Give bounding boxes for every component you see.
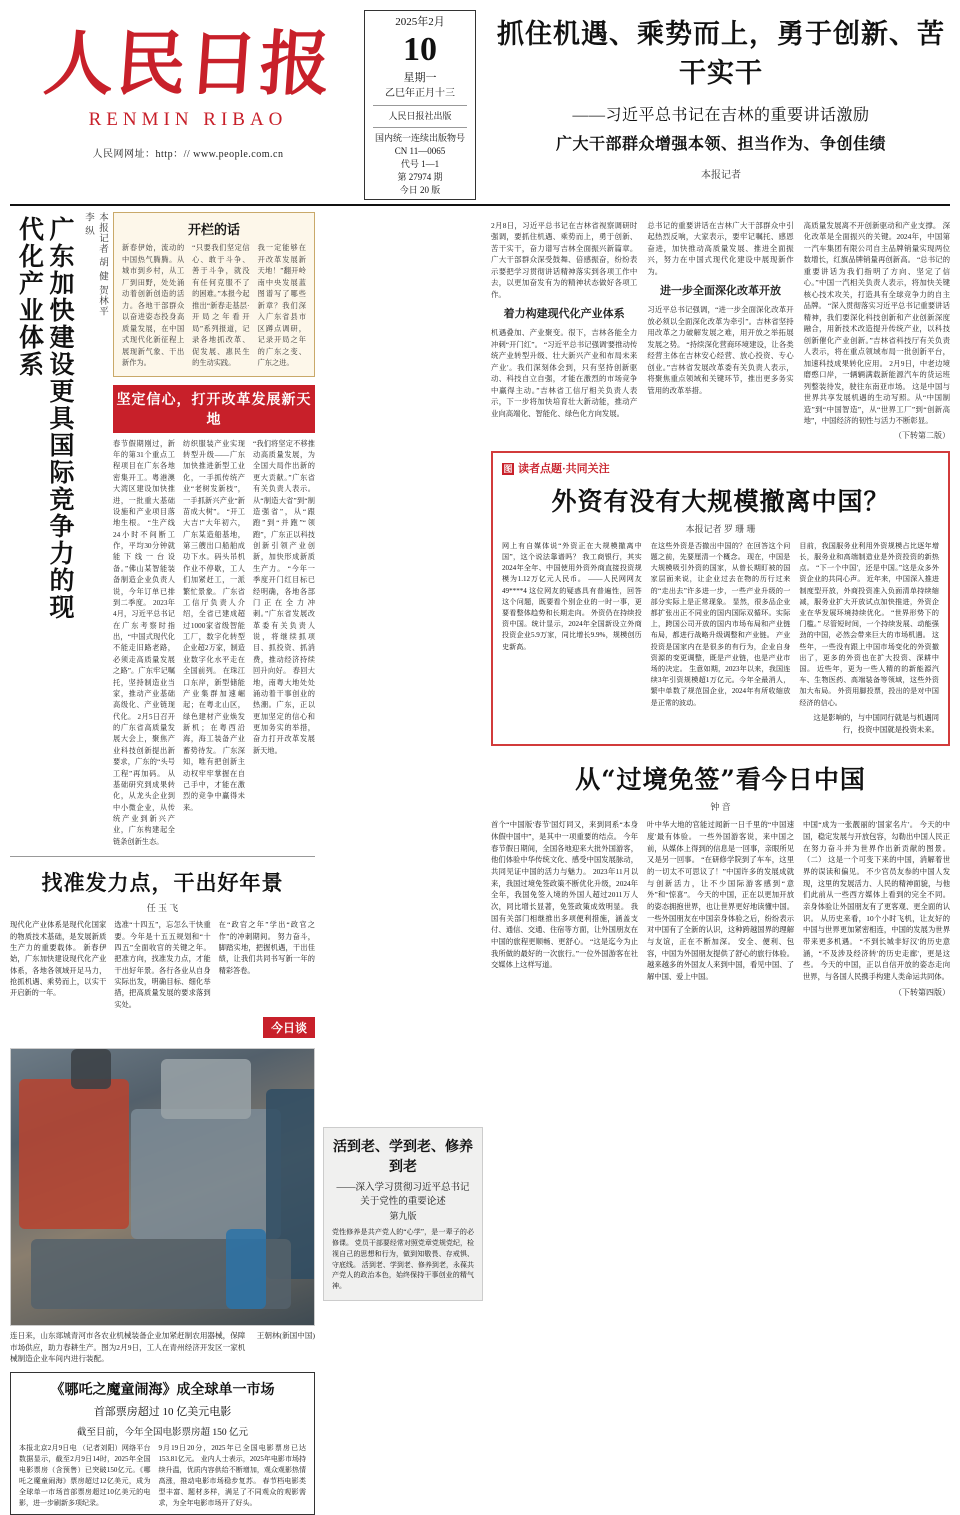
lead-body-col-3-p1: 高质量发展离不开创新驱动和产业支撑。 深化改革是全面振兴的关键。2024年，中国第一汽车集团有限公司自主品牌销量实现两位数增长，红旗品牌销量再创新高。 “总书记的重要讲话为我们指明了方向、坚定了信心。”中国一汽相关负责人表示，将加快关键核心技术攻关，打造具有全球竞争力的自主品牌。 “深入贯彻落实习近平总书记重要讲话精神，我们要深化科技创新和产业创新深度融合，用新技术改造提升传统产业，以科技创新催化产业创新。”吉林省科技厅有关负责人表示，将在重点领域布局一批创新平台，加速科技成果转化应用。 2月9日，中老边境磨憨口岸，一辆辆满载新能源汽车的货运班列整装待发，驶往东南亚市场。 这是中国与世界共享发展机遇的生动写照。从“中国制造”到“中国智造”，从“世界工厂”到“创新高地”，中国经济的韧性与活力不断彰显。: [803, 221, 950, 425]
today-talk-tag: 今日谈: [263, 1017, 315, 1038]
party-study-text: 党性修养是共产党人的“心学”，是一辈子的必修课。 党员干部要经常对照党章党规党纪，检视自己的思想和行为，做到知敬畏、存戒惧、守底线。 活到老、学到老、修养到老，永葆共产党人的政治本色，始终保持干事创业的精气神。: [332, 1228, 474, 1291]
lead-headline: 抓住机遇、乘势而上，勇于创新、苦干实干: [497, 19, 945, 89]
visa-article-continued-note: （下转第四版）: [894, 987, 950, 997]
opening-note-title: 开栏的话: [187, 222, 240, 237]
tag-square-icon: 图: [503, 463, 513, 474]
middle-column: [323, 212, 483, 1367]
newspaper-title-cn: 人民日报: [41, 22, 335, 105]
party-study-title: 活到老、学到老、修养到老: [333, 1140, 473, 1175]
visa-article-byline: 钟 音: [710, 802, 731, 813]
reader-question-col-3: [799, 541, 939, 735]
photo-caption-row: [10, 1330, 315, 1364]
lead-body-col-1: [491, 220, 637, 443]
lead-subhead-1: ——习近平总书记在吉林的重要讲话激励: [572, 107, 870, 124]
reader-question-tag: [502, 460, 939, 476]
film-news-subtitle: 首部票房超过 10 亿美元电影: [93, 1406, 232, 1419]
lead-body-col-2-p2: 习近平总书记强调，“进一步全面深化改革开放必须以全面深化改革为牵引”。吉林省坚持用改革之力破解发展之难，用开放之举拓展发展之势。 “持续深化营商环境建设，让各类经营主体在吉林安心经营、放心投资、专心创业。”吉林省发展改革委有关负责人表示，将聚焦重点领域和关键环节，推出更多务实管用的改革举措。: [647, 305, 794, 395]
reader-question-col-3-text: 目前，我国服务业利用外资规模占比逐年增长，服务业和高端制造业是外资投资的新热点。 “下一个中国'，还是中国。”这是众多外资企业的共同心声。 近年来，中国深入推进制度型开放，外商投资准入负面清单持续缩减，服务业扩大开放试点加快推进，外资企业在华发展环境持续优化。 “世界形势下的门槛。” 尽管短时间，一个持续发展、动能强劲的中国，必然会带来巨大的市场机遇。 这些年，一些没有跟上中国市场变化的外资撤出了，更多的外资也在扩大投资、深耕中国。 近些年，更为一些人精的的新能源汽车、生物医药、高端装备等领域，这些外资加大布局。 外资用脚投票，投出的是对中国经济的信心。: [799, 541, 940, 707]
left-article-col-3: “我们将坚定不移推动高质量发展，为全国大局作出新的更大贡献。”广东省有关负责人表示。 从“制造大省”到“制造强省”，从“跟跑”到“并跑”“领跑”，广东正以科技创新引领产业创新，加快形成新质生产力。 “今年一季度开门红目标已经明确，各地各部门正在全力冲刺。”广东省发展改革委有关负责人说，将继续抓项目、抓投资、抓消费，推动经济持续回升向好。 春回大地，南粤大地处处涌动着干事创业的热潮。广东，正以更加坚定的信心和更加务实的举措，奋力打开改革发展新天地。: [253, 439, 315, 755]
visa-article-col-1: 首个“中国版'春节'国灯同又，来到同系“本身休假中国中”，是其中一项重要的结点。 今年春节假日期间，全国各地迎来大批外国游客，他们体验中华传统文化、感受中国发展脉动，共同见证中国的活力与魅力。 2023年11月以来，我国过境免签政策不断优化升级，2024年全年，我国免签入境的外国人超过2011万人次，同比增长显著，免签政策成效明显。 我国有关部门相继推出多项便利措施，涵盖支付、通信、交通、住宿等方面，让外国朋友在中国的旅程更顺畅、更舒心。 “这是迄今为止我所做的最好的一次旅行。”一位外国游客在社交媒体上这样写道。: [491, 820, 638, 970]
left-article-columns: [113, 439, 315, 849]
date-ym: 2025年2月: [395, 16, 445, 28]
commentary-title: 找准发力点，干出好年景: [41, 870, 284, 896]
reader-question-tag-label: 读者点题·共同关注: [518, 462, 610, 475]
issn-value: CN 11—0065: [394, 146, 446, 157]
film-news-line: 截至目前，今年全国电影票房超 150 亿元: [76, 1428, 248, 1439]
visa-article-columns: [491, 819, 950, 999]
lead-body-col-3: [804, 220, 950, 443]
date-block: [364, 10, 476, 200]
lead-subhead-2: 广大干部群众增强本领、担当作为、争创佳绩: [555, 136, 886, 153]
left-vertical-byline: 本报记者 胡 健 贺林平 李 纵: [83, 212, 107, 317]
visa-article-title: 从“过境免签”看今日中国: [575, 765, 866, 795]
lead-subsection-industry: 着力构建现代化产业体系: [503, 308, 625, 321]
reader-question-closing: 这是影响的，与中国同行就是与机遇同行，投资中国就是投资未来。: [813, 712, 940, 734]
lead-body-col-2-p1: 总书记的重要讲话在吉林广大干部群众中引起热烈反响，大家表示，要牢记嘱托、感恩奋进，加快推动高质量发展、推进全面振兴，努力在中国式现代化建设中展现新作为。: [647, 221, 794, 276]
news-photo: [10, 1048, 315, 1326]
opening-note-box: [113, 212, 315, 377]
left-column: [10, 212, 315, 1507]
left-vertical-headline: 广东加快建设更具国际竞争力的现代化产业体系: [15, 216, 75, 621]
film-news-title: 《哪吒之魔童闹海》成全球单一市场: [50, 1382, 275, 1399]
newspaper-title-pinyin: RENMIN RIBAO: [88, 108, 288, 130]
commentary-byline: 任 玉 飞: [146, 903, 179, 914]
body-grid: [10, 212, 950, 1507]
reader-question-article: [491, 451, 950, 746]
left-article-col-1: 春节假期刚过，新年的第31个重点工程项目在广东各地密集开工。粤港澳大湾区建设加快推进，一批重大基础设施和产业项目落地生根。 “生产线24小时不间断工作，平均30分钟就能下线一台设备。”佛山某智能装备制造企业负责人说，今年订单已排到二季度。 2023年4月，习近平总书记在广东考察时指出，“中国式现代化不能走旧路老路，必须走高质量发展之路”。广东牢记嘱托，坚持制造业当家，推动产业基础高级化、产业链现代化。 2月5日召开的广东省高质量发展大会上，聚焦产业科技创新提出新要求，广东的“头号工程”再加码。 从基础研究到成果转化，从龙头企业到中小微企业，从传统产业到新兴产业，广东构建起全链条创新生态。: [113, 439, 175, 846]
commentary-col-1: 现代化产业体系是现代化国家的物质技术基础，是发展新质生产力的重要载体。 新春伊始，广东加快建设现代化产业体系，各地各领域开足马力，抢抓机遇、乘势而上，以实干开启新的一年。: [10, 921, 107, 998]
party-study-box: [323, 1127, 483, 1301]
right-column: [491, 212, 950, 1367]
opening-note-p1: 新春伊始，流动的中国热气腾腾。从城市到乡村，从工厂到田野，处处涌动着创新创造的活力。各地干部群众以奋进姿态投身高质量发展，在中国式现代化新征程上展现新气象、干出新作为。: [122, 244, 185, 368]
lead-body-col-2: [647, 220, 793, 443]
party-study-subtitle: ——深入学习贯彻习近平总书记关于党性的重要论述: [336, 1183, 470, 1207]
photo-credit: 王朝林(新国中国): [256, 1331, 315, 1341]
opening-note-p2: “只要我们坚定信心、敢于斗争、善于斗争，就没有任何克服不了的困难。”本报今起推出“新春走基层·开局之年看开局”系列报道，记录各地抓改革、促发展、惠民生的生动实践。: [192, 244, 250, 368]
film-news-box: [10, 1372, 315, 1515]
page-count: 今日 20 版: [399, 185, 441, 196]
visa-article-col-2: 叶中华大地的官能过闻新一日千里的“中国速度'最有体验。 一些外国游客说，来中国之前，从媒体上得到的信息是一回事，亲眼所见又是另一回事。 “在研修学院到了车车，这里的一切太不可思议了！”中国许多的发展成就与创新活力，让不少国际游客感到“意外”和“惊喜”。 今天的中国，正在以更加开放的姿态拥抱世界，也让世界更好地读懂中国。 一些外国朋友在中国亲身体验之后，纷纷表示对中国有了全新的认识，这种跨越国界的理解与友谊，正在不断加深。 安全、便利、包容，中国为外国朋友提供了舒心的旅行体验。 越来越多的外国友人来到中国，看见中国、了解中国、爱上中国。: [647, 820, 794, 981]
newspaper-website[interactable]: 人民网网址：http：// www.people.com.cn: [92, 148, 284, 160]
commentary-col-2: 选准“十四五”，忘怎么干快重要。今年是十五五规划和“十四五”全面收官的关键之年。 把准方向，找准发力点，才能干出好年景。各行各业从自身实际出发，明确目标、细化举措，把高质量发展的要求落到实处。: [114, 921, 211, 1009]
date-day: 10: [403, 30, 437, 68]
lead-continued-note: （下转第二版）: [893, 431, 950, 441]
reader-question-col-1: 网上有自媒体说“外资正在大规模撤离中国”，这个说法靠谱吗？ 我工商银行，其实2024年全年、中国使用外资外商直接投资规模为1.12万亿元人民币。 ——人民网网友49****4 这位网友的疑惑具有普遍性，回答这个问题，既要看个别企业的一时一事，更要看整体趋势和长期走向。 外资仍在持续投资中国。统计显示，2024年全国新设立外商投资企业5.9万家，同比增长9.9%，规模创历史新高。: [502, 541, 642, 651]
red-banner-headline: 坚定信心，打开改革发展新天地: [113, 385, 315, 433]
masthead-logo: [10, 6, 360, 160]
film-news-col-1: 本报北京2月9日电 （记者刘阳）网络平台数据显示，截至2月9日14时，2025年全国电影票房（含预售）已突破150亿元。《哪吒之魔童闹海》票房超过12亿美元，成为全球单一市场首部票房超过10亿美元的电影，进一步刷新多项纪录。: [19, 1444, 151, 1507]
date-weekday: 星期一: [403, 71, 437, 84]
divider: [10, 856, 315, 857]
lead-article: [484, 6, 950, 181]
date-lunar: 乙巳年正月十三: [385, 88, 455, 99]
publisher: 人民日报社出版: [388, 111, 452, 121]
film-news-col-2: 9月19日20分，2025年已全国电影票房已达153.81亿元。 业内人士表示，2025年电影市场持续升温，优质内容供给不断增加，观众观影热情高涨，推动电影市场稳步复苏。 春节档电影类型丰富、题材多样，满足了不同观众的观影需求，为全年电影市场开了好头。: [158, 1444, 306, 1507]
code-label: 代号 1—1: [400, 159, 440, 170]
lead-body-col-1-p1: 2月8日，习近平总书记在吉林省视察调研时强调，要抓住机遇、乘势而上，勇于创新、苦干实干，奋力谱写吉林全面振兴新篇章。广大干部群众深受鼓舞、倍感振奋，纷纷表示要把学习贯彻讲话精神落实到各项工作中去，以更加奋发有为的精神状态做好各项工作。: [491, 221, 638, 299]
reader-question-col-2: 在这些外资是否撤出中国的？在回答这个问题之前，先要厘清一个概念。 现在，中国是大规模吸引外资的国家，从曾长期盯被的国家层面来说，让企业过去在物的历行过来的“走出去”许多进一步，一些产业升级的一部分实际上是正常现象。 显然，很多品企业都扩张出正不同业的国内国际双循环。实际上，跨国公司开放的国内市场布局和产业链布局，都进行战略升级调整和产业链。 产业投资是国家内在是很多的有行为，企业自身资源的变更调整，既是产业链，也是产业市场的决定。 生意如期，2023年以来，我国连续3年引资规模超1万亿元。今年全最消人，繁中单数了规范国企业，2024年有所收缩放是正常的波动。: [650, 541, 791, 707]
photo-caption: 连日来，山东郯城青河市各农业机械装备企业加紧赶制农用器械，保障市场供应，助力春耕生产。图为2月9日，工人在青州经济开发区一家机械制造企业车间内进行装配。: [10, 1331, 246, 1363]
visa-article-col-3: [803, 819, 950, 999]
lead-body-col-1-p2: 机遇叠加、产业聚变。很下，吉林各能全力冲刺“开门红”。 “习近平总书记强调'要推动传统产业转型升级、壮大新兴产业和布局未来产业'。我们深刻体会到，只有坚持创新驱动、科技自立自强，才能在激烈的市场竞争中赢得主动。”吉林省工信厅相关负责人表示，下一步将加快培育壮大新动能，推动产业向高端化、智能化、绿色化方向发展。: [491, 328, 638, 418]
commentary-columns: [10, 920, 315, 1011]
masthead: [10, 6, 950, 206]
lead-subsection-reform: 进一步全面深化改革开放: [659, 285, 781, 298]
party-study-page: 第九版: [389, 1211, 417, 1221]
lead-body-columns: [491, 220, 950, 443]
reader-question-byline: 本报记者 罗 珊 珊: [685, 523, 756, 534]
reader-question-title: 外资有没有大规模撤离中国？: [551, 486, 890, 516]
lead-byline: 本报记者: [701, 170, 741, 181]
visa-article-col-3-text: 中国“成为一张靓丽的'国家名片'。 今天的中国，稳定发展与开放包容，勾勒出中国人民正在努力奋斗并为世界作出新贡献的图景。 （二） 这是一个可变下来的中国，消解着世界的误读和偏见。 不少官员友参的中国人发现，这里的发展活力、人民的精神面貌，与他们此前从一些西方媒体上看到的完全不同。 亲身体验让外国朋友有了更客观、更全面的认识。 从历史来看，10个小时飞机，让友好的中国与世界更加紧密相连，中国的发展为世界带来更多机遇。 “不到长城非好汉'的历史意涵，“不及涉及经济转'的历史走廊'，更是这些。 今天的中国，正以自信开放的姿态走向世界，与各国人民携手构建人类命运共同体。: [803, 820, 950, 981]
left-article-col-2: 纺织服装产业实现转型升级——广东加快推进新型工业化，一手抓传统产业“老树发新枝”，一手抓新兴产业“新苗成大树”。 “开工大吉!”大年初六，广东某造船基地，第三艘出口船舶成功下水。码头吊机作业不停歇，工人们加紧赶工，一派繁忙景象。 广东省工信厅负责人介绍，全省已建成超过1000家省级智能工厂，数字化转型企业超2万家，制造业数字化水平走在全国前列。 在珠江口东岸，新型储能产业集群加速崛起；在粤北山区，绿色建材产业焕发新机；在粤西沿海，海工装备产业蓄势待发。 广东深知，唯有把创新主动权牢牢掌握在自己手中，才能在激烈的竞争中赢得未来。: [183, 439, 245, 812]
opening-note-p3: 我一定能够在开改革发展新天地！”翻开岭南中央发展蓝图谱写了哪些新章？我们深入广东省县市区蹲点调研，记录开局之年的广东之变、广东之进。: [257, 244, 306, 368]
issue-number: 第 27974 期: [397, 172, 443, 183]
issn-label: 国内统一连续出版物号: [374, 133, 465, 144]
commentary-col-3: 在“政官之年”学出“政官之作”的冲刺期间。 努力奋斗，脚踏实地，把握机遇，干出佳绩，让我们共同书写新一年的精彩答卷。: [218, 921, 315, 975]
